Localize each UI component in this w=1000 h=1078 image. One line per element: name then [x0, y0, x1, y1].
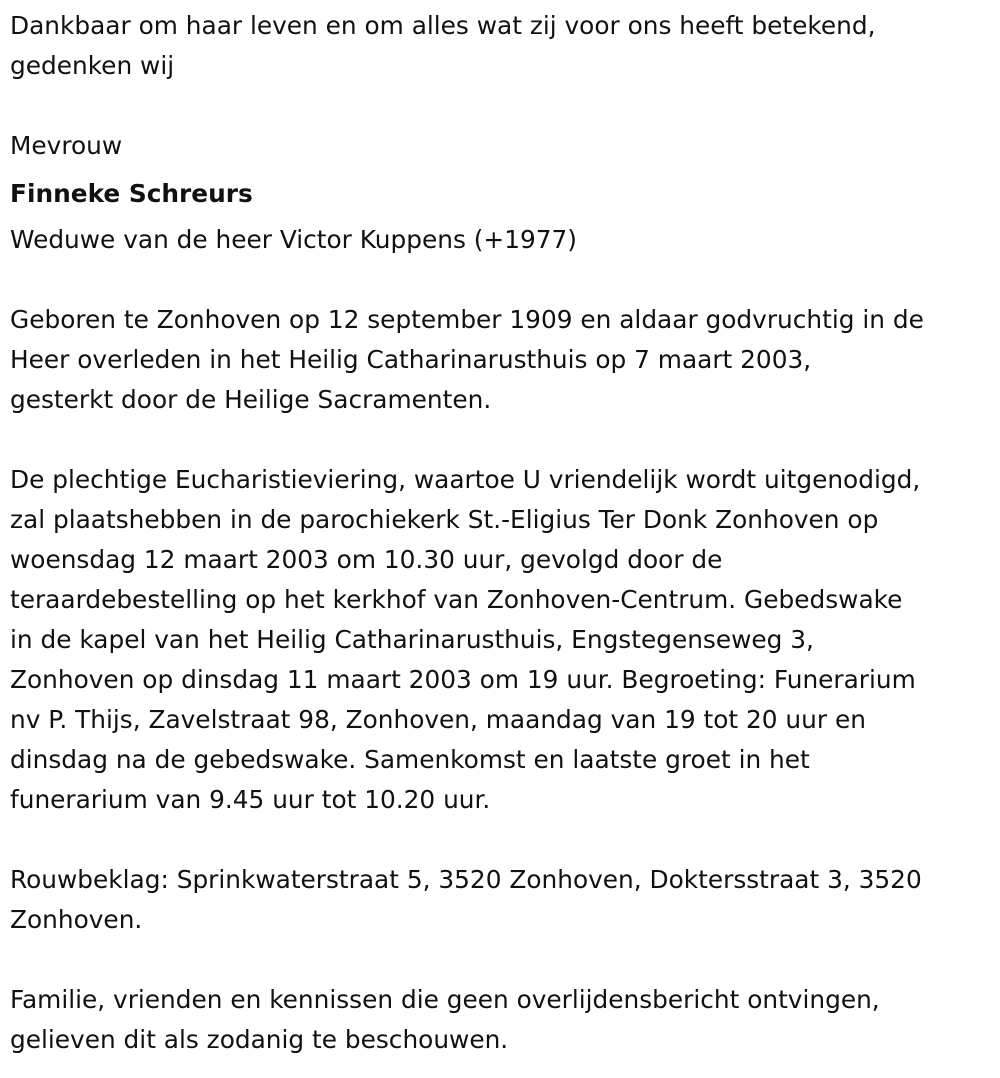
relation-line: Weduwe van de heer Victor Kuppens (+1977): [10, 225, 577, 254]
closing-paragraph: [10, 980, 990, 1060]
ceremony-paragraph: [10, 460, 990, 820]
birth-death-line: Geboren te Zonhoven op 12 september 1909 en aldaar godvruchtig in de: [10, 305, 924, 334]
paragraph-gap: [10, 420, 990, 460]
ceremony-line: zal plaatshebben in de parochiekerk St.-Eligius Ter Donk Zonhoven op: [10, 505, 879, 534]
ceremony-line: funerarium van 9.45 uur tot 10.20 uur.: [10, 785, 491, 814]
ceremony-line: Zonhoven op dinsdag 11 maart 2003 om 19 uur. Begroeting: Funerarium: [10, 665, 916, 694]
paragraph-gap: [10, 86, 990, 126]
intro-paragraph: [10, 6, 990, 86]
condolence-paragraph: [10, 860, 990, 940]
ceremony-line: in de kapel van het Heilig Catharinarusthuis, Engstegenseweg 3,: [10, 625, 814, 654]
ceremony-line: nv P. Thijs, Zavelstraat 98, Zonhoven, maandag van 19 tot 20 uur en: [10, 705, 866, 734]
birth-death-line: Heer overleden in het Heilig Catharinarusthuis op 7 maart 2003,: [10, 345, 812, 374]
condolence-line: Rouwbeklag: Sprinkwaterstraat 5, 3520 Zonhoven, Doktersstraat 3, 3520: [10, 865, 922, 894]
paragraph-gap: [10, 940, 990, 980]
paragraph-gap: [10, 820, 990, 860]
ceremony-line: De plechtige Eucharistieviering, waartoe U vriendelijk wordt uitgenodigd,: [10, 465, 921, 494]
closing-line: gelieven dit als zodanig te beschouwen.: [10, 1025, 509, 1054]
ceremony-line: woensdag 12 maart 2003 om 10.30 uur, gevolgd door de: [10, 545, 723, 574]
intro-line: gedenken wij: [10, 51, 175, 80]
birth-death-line: gesterkt door de Heilige Sacramenten.: [10, 385, 492, 414]
paragraph-gap: [10, 260, 990, 300]
condolence-line: Zonhoven.: [10, 905, 143, 934]
ceremony-line: dinsdag na de gebedswake. Samenkomst en laatste groet in het: [10, 745, 810, 774]
birth-death-paragraph: [10, 300, 990, 420]
ceremony-line: teraardebestelling op het kerkhof van Zonhoven-Centrum. Gebedswake: [10, 585, 903, 614]
intro-line: Dankbaar om haar leven en om alles wat zij voor ons heeft betekend,: [10, 11, 876, 40]
deceased-name: Finneke Schreurs: [10, 179, 253, 208]
closing-line: Familie, vrienden en kennissen die geen overlijdensbericht ontvingen,: [10, 985, 880, 1014]
salutation: Mevrouw: [10, 131, 123, 160]
